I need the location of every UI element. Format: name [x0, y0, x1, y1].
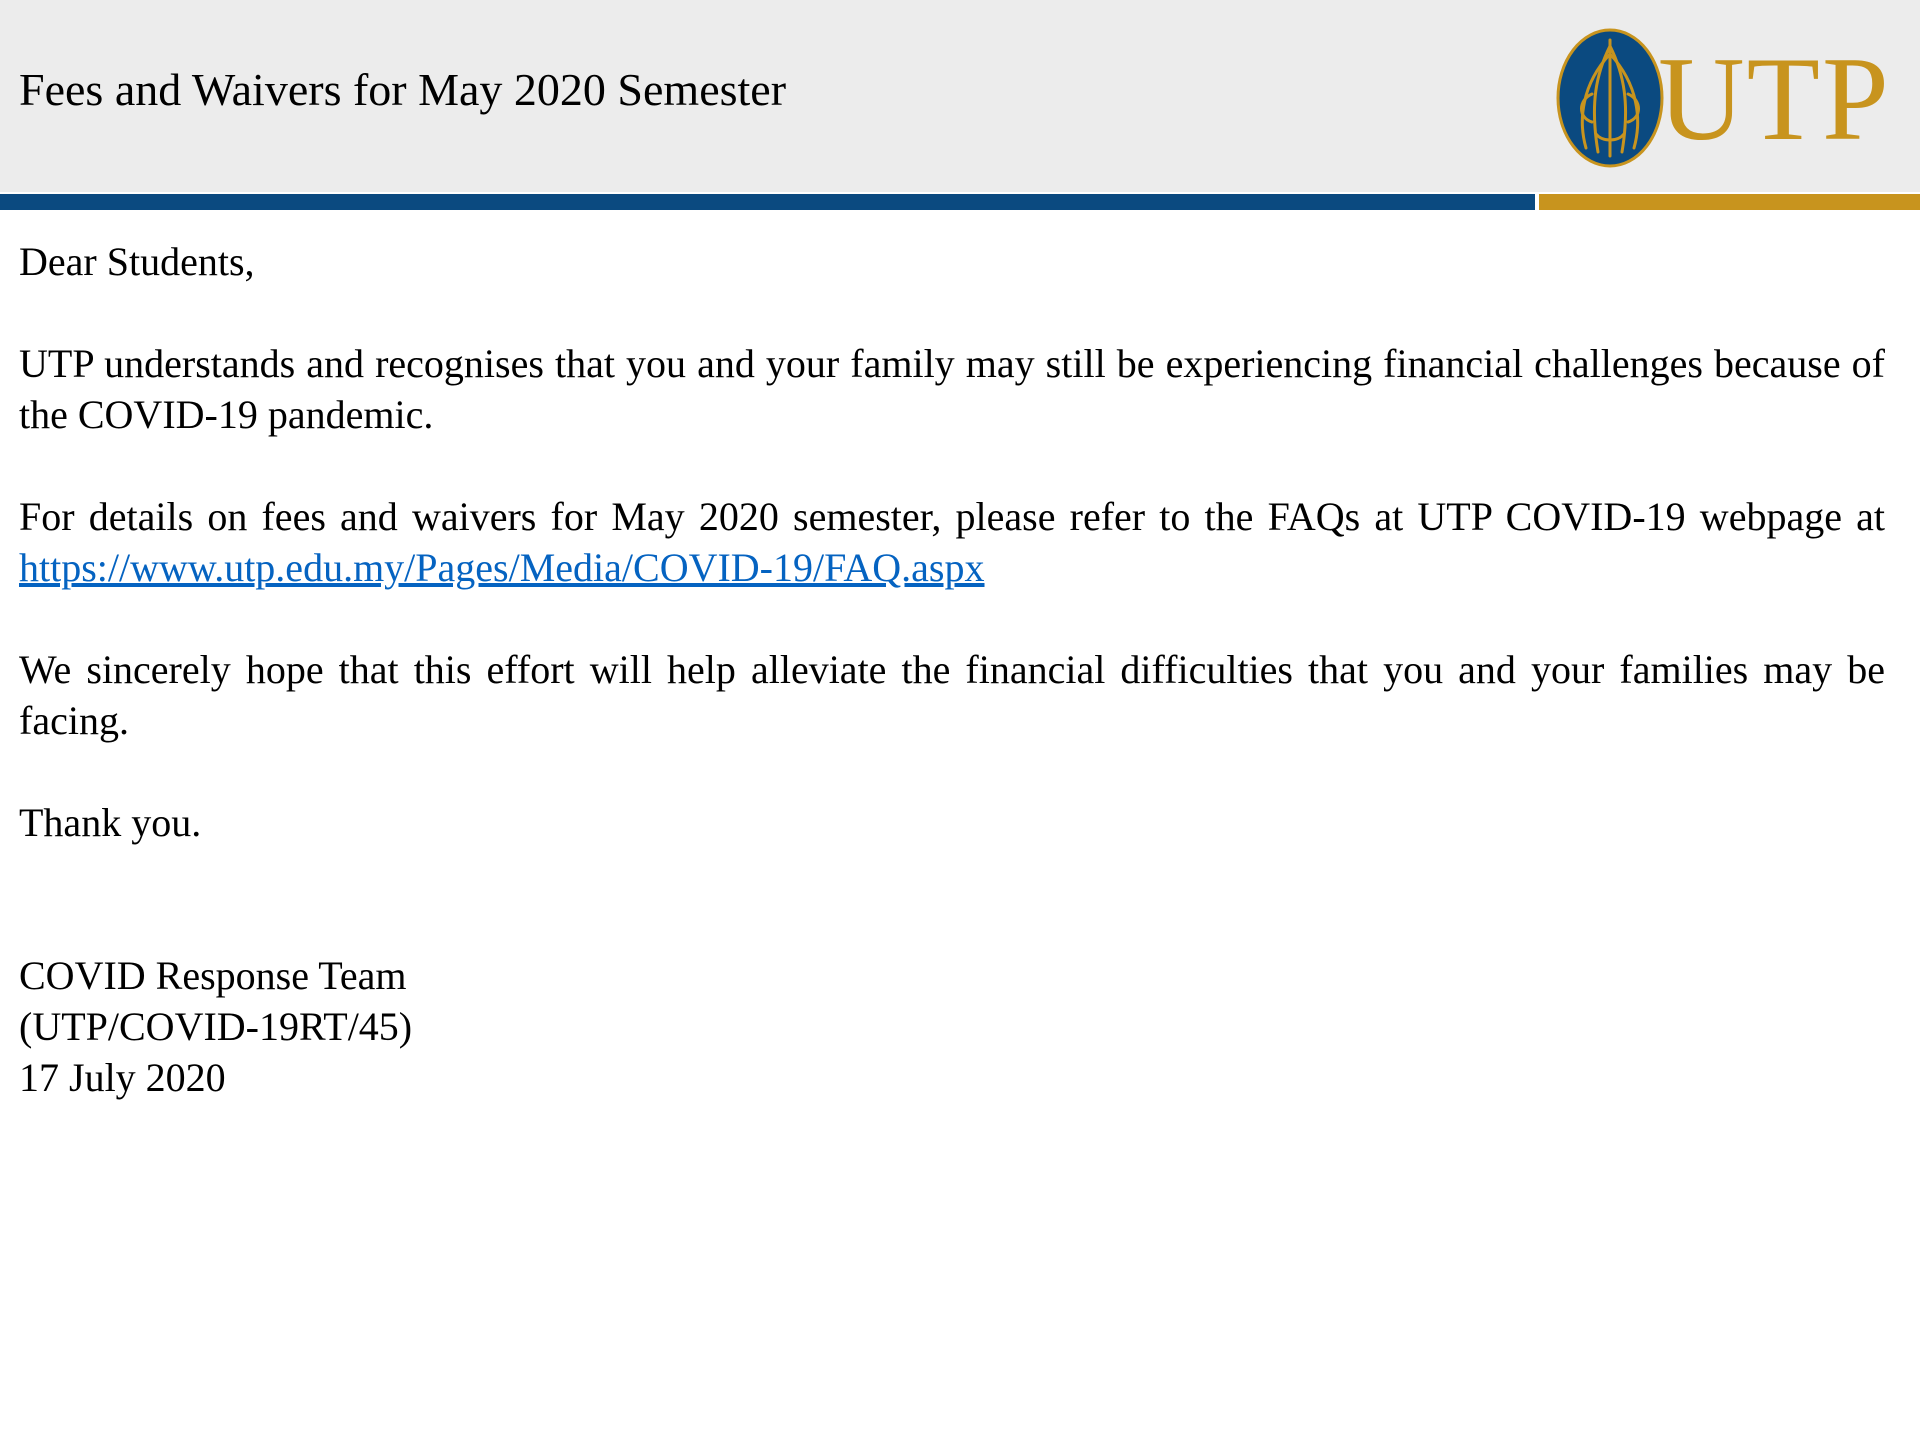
logo-wordmark: UTP: [1658, 32, 1891, 165]
signature-reference: (UTP/COVID-19RT/45): [19, 1004, 413, 1049]
paragraph-fees-text: For details on fees and waivers for May 2020 semester, please refer to the FAQs at UTP COVID-19 webpage at: [19, 494, 1885, 539]
paragraph-financial-challenges: UTP understands and recognises that you and your family may still be experiencing financial challenges because of the COVID-19 pandemic.: [19, 341, 1885, 437]
header-divider-gold: [1539, 194, 1920, 210]
letter-body: [19, 236, 1885, 1103]
paragraph-fees-details: [19, 491, 1885, 593]
header-banner: [0, 0, 1920, 192]
signature-block: [19, 950, 1885, 1103]
signature-date: 17 July 2020: [19, 1055, 226, 1100]
greeting: Dear Students,: [19, 239, 255, 284]
header-divider-blue: [0, 194, 1535, 210]
page-title: Fees and Waivers for May 2020 Semester: [19, 64, 787, 115]
paragraph-hope: We sincerely hope that this effort will help alleviate the financial difficulties that you and your families may be facing.: [19, 647, 1885, 743]
faq-link[interactable]: https://www.utp.edu.my/Pages/Media/COVID-19/FAQ.aspx: [19, 545, 985, 590]
signature-team: COVID Response Team: [19, 953, 407, 998]
closing: Thank you.: [19, 800, 202, 845]
